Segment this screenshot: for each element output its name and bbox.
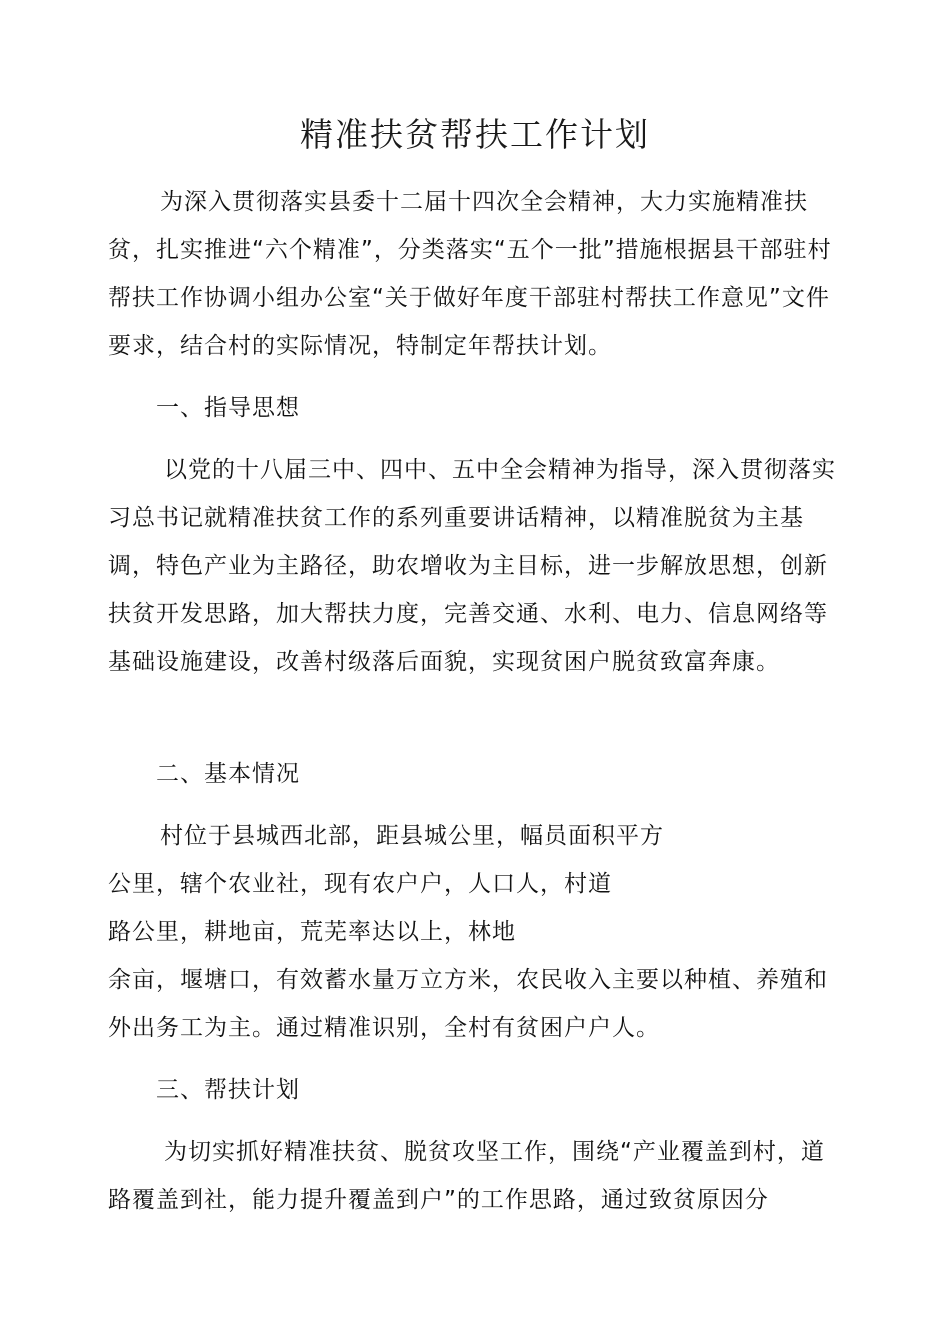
section2-line1: 村位于县城西北部，距县城公里，幅员面积平方 (160, 823, 664, 849)
section3-heading: 三、帮扶计划 (156, 1077, 300, 1103)
section2-line3: 路公里，耕地亩，荒芜率达以上，林地 (108, 919, 516, 945)
document-title: 精准扶贫帮扶工作计划 (300, 115, 650, 154)
section2-heading: 二、基本情况 (156, 761, 300, 787)
section2-paragraph: 余亩，堰塘口，有效蓄水量万立方米，农民收入主要以种植、养殖和外出务工为主。通过精准识别，全村有贫困户户人。 (108, 967, 828, 1041)
intro-paragraph: 为深入贯彻落实县委十二届十四次全会精神，大力实施精准扶贫，扎实推进“六个精准”，分类落实“五个一批”措施根据县干部驻村帮扶工作协调小组办公室“关于做好年度干部驻村帮扶工作意见”文件要求，结合村的实际情况，特制定年帮扶计划。 (108, 189, 832, 359)
section1-paragraph: 以党的十八届三中、四中、五中全会精神为指导，深入贯彻落实习总书记就精准扶贫工作的系列重要讲话精神，以精准脱贫为主基调，特色产业为主路径，助农增收为主目标，进一步解放思想，创新扶贫开发思路，加大帮扶力度，完善交通、水利、电力、信息网络等基础设施建设，改善村级落后面貌，实现贫困户脱贫致富奔康。 (108, 457, 836, 675)
section2-line2: 公里，辖个农业社，现有农户户，人口人，村道 (108, 871, 612, 897)
section3-paragraph: 为切实抓好精准扶贫、脱贫攻坚工作，围绕“产业覆盖到村，道路覆盖到社，能力提升覆盖到户”的工作思路，通过致贫原因分 (108, 1139, 825, 1213)
section1-heading: 一、指导思想 (156, 395, 300, 421)
